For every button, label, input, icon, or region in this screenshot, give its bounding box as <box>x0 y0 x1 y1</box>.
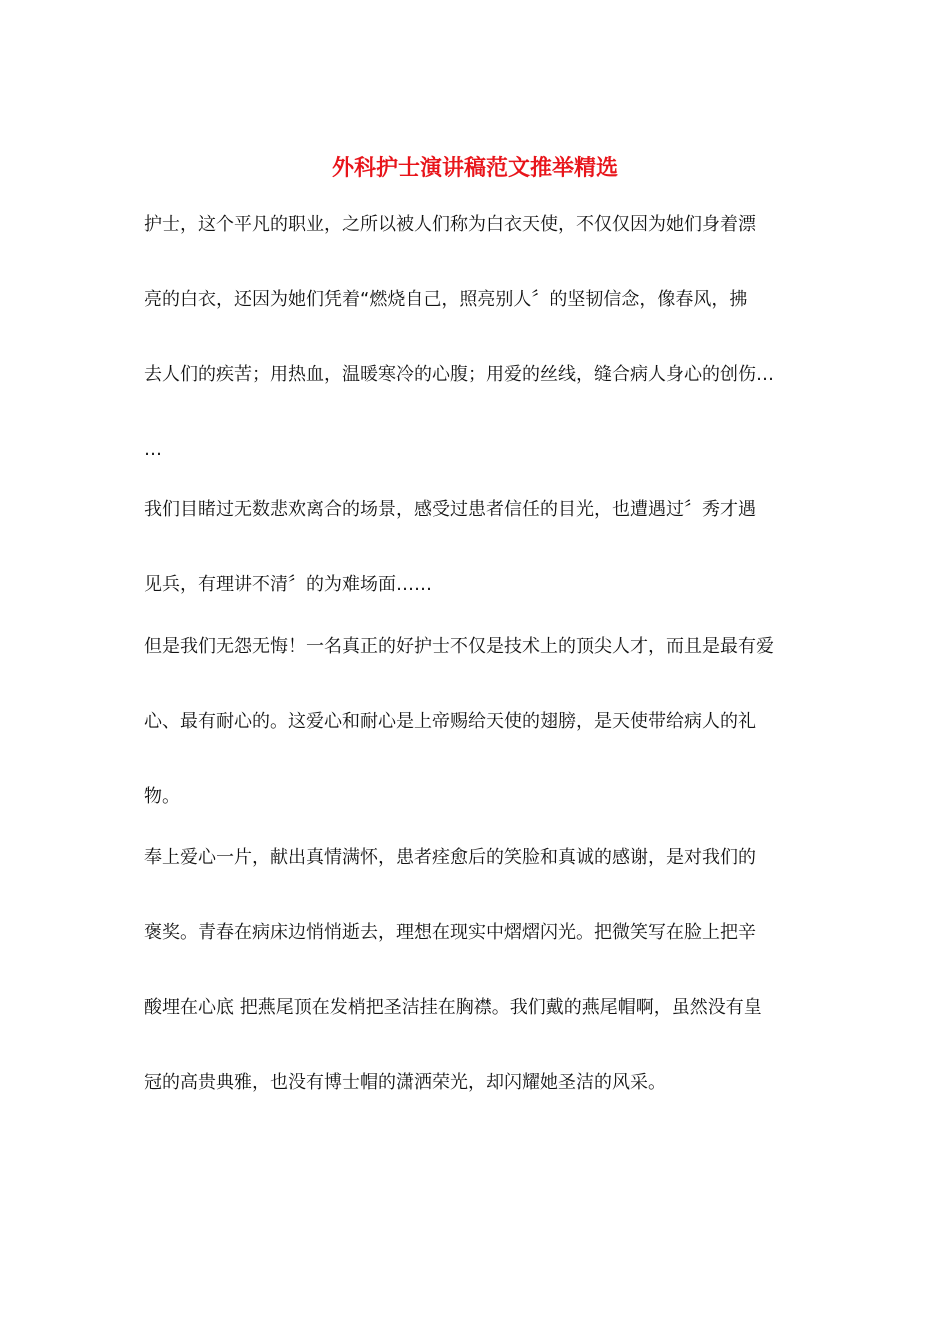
body-line: 褒奖。青春在病床边悄悄逝去，理想在现实中熠熠闪光。把微笑写在脸上把辛 <box>144 922 756 943</box>
body-line: 护士，这个平凡的职业，之所以被人们称为白衣天使，不仅仅因为她们身着漂 <box>144 214 756 235</box>
body-line: 我们目睹过无数悲欢离合的场景，感受过患者信任的目光，也遭遇过〞秀才遇 <box>144 499 756 520</box>
body-line: 去人们的疾苦；用热血，温暖寒冷的心腹；用爱的丝线，缝合病人身心的创伤… <box>144 364 774 385</box>
body-line: 奉上爱心一片，献出真情满怀，患者痊愈后的笑脸和真诚的感谢，是对我们的 <box>144 847 756 868</box>
body-line: 物。 <box>144 786 180 807</box>
body-line: 冠的高贵典雅，也没有博士帽的潇洒荣光，却闪耀她圣洁的风采。 <box>144 1072 666 1093</box>
body-line: 亮的白衣，还因为她们凭着“燃烧自己，照亮别人〞的坚韧信念，像春风，拂 <box>144 289 748 310</box>
page-title: 外科护士演讲稿范文推举精选 <box>331 155 618 181</box>
body-line: 见兵，有理讲不清〞的为难场面…… <box>144 574 432 595</box>
body-line: 但是我们无怨无悔！一名真正的好护士不仅是技术上的顶尖人才，而且是最有爱 <box>144 636 774 657</box>
body-line: 酸埋在心底 把燕尾顶在发梢把圣洁挂在胸襟。我们戴的燕尾帽啊，虽然没有皇 <box>144 997 762 1018</box>
body-line: … <box>144 439 162 460</box>
body-line: 心、最有耐心的。这爱心和耐心是上帝赐给天使的翅膀，是天使带给病人的礼 <box>144 711 756 732</box>
